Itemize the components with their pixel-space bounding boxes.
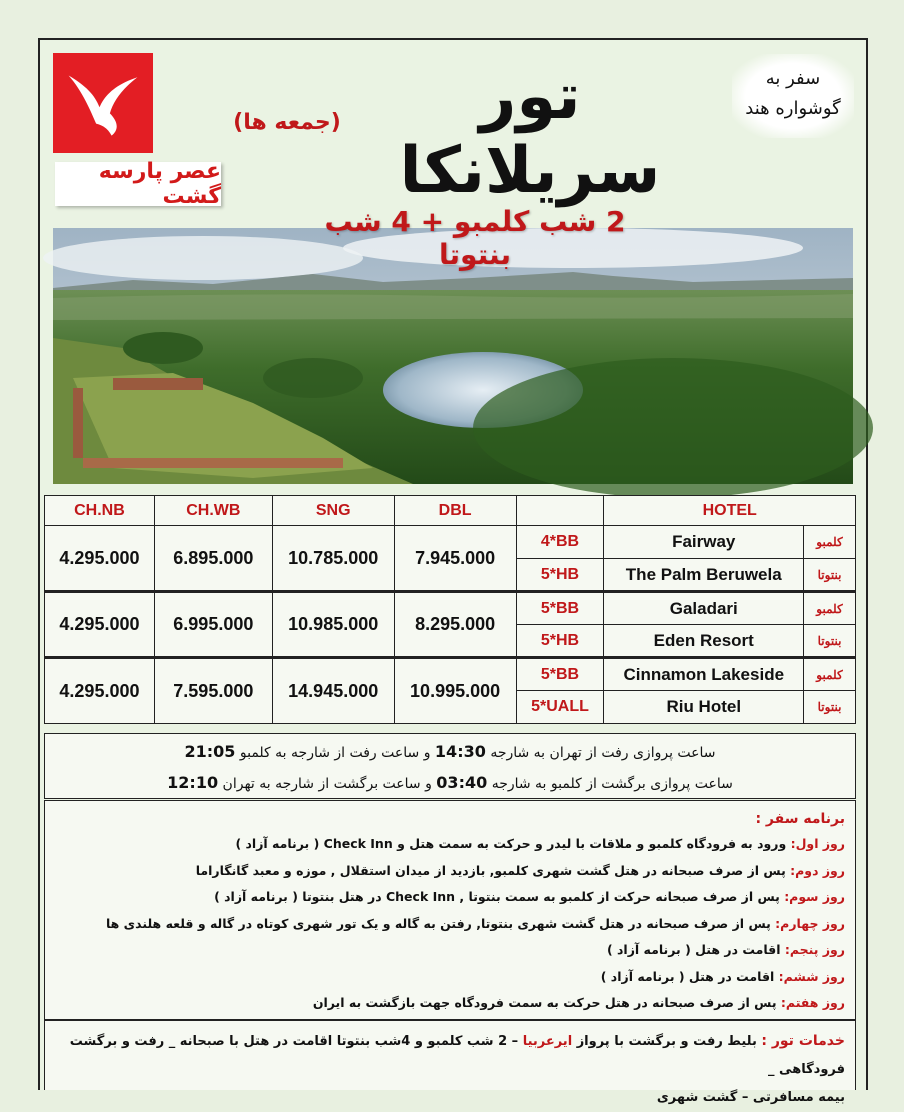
services-text-1: بلیط رفت و برگشت با پرواز <box>576 1034 757 1049</box>
outbound-flight-line <box>45 737 855 768</box>
services-line-1 <box>55 1027 845 1084</box>
board-type: 5*BB <box>516 592 604 625</box>
day-label: روز اول: <box>790 836 845 851</box>
city-name: بنتوتا <box>804 559 856 592</box>
header-sng: SNG <box>272 496 394 526</box>
day-text: ورود به فرودگاه کلمبو و ملاقات با لیدر و حرکت به سمت هتل و Check Inn ( برنامه آزاد ) <box>235 836 787 851</box>
city-name: بنتوتا <box>804 691 856 724</box>
table-row <box>45 658 856 691</box>
airline-name: ایرعربیا <box>522 1034 573 1049</box>
return-time-2: 12:10 <box>167 773 219 792</box>
header-dbl: DBL <box>394 496 516 526</box>
tour-services <box>44 1020 856 1105</box>
itinerary <box>44 800 856 1020</box>
day-text: پس از صرف صبحانه در هتل گشت شهری بنتوتا, رفتن به گاله و یک تور شهری کوتاه در گاله و قلعه هلندی ها <box>105 915 771 931</box>
return-flight-line <box>45 768 855 799</box>
hotel-name: Riu Hotel <box>604 691 804 724</box>
day-label: روز چهارم: <box>775 915 845 931</box>
services-line-2: بیمه مسافرتی – گشت شهری <box>656 1090 845 1105</box>
price-dbl: 10.995.000 <box>394 658 516 724</box>
city-name: کلمبو <box>804 592 856 625</box>
board-type: 4*BB <box>516 526 604 559</box>
nights-summary: 2 شب کلمبو + 4 شب بنتوتا <box>324 205 626 271</box>
table-row <box>45 592 856 625</box>
day-label: روز ششم: <box>778 968 845 984</box>
price-sng: 14.945.000 <box>272 658 394 724</box>
hotel-name: Eden Resort <box>604 625 804 658</box>
day-label: روز دوم: <box>790 862 845 878</box>
corner-badge <box>732 54 854 138</box>
hotel-name: Fairway <box>604 526 804 559</box>
header-board <box>516 496 604 526</box>
day-text: پس از صرف صبحانه در هتل گشت شهری کلمبو, بازدید از میدان استقلال , موزه و معبد گانگاراما <box>195 862 786 878</box>
itinerary-day <box>55 884 845 911</box>
page-title: تور سریلانکا <box>399 60 661 208</box>
board-type: 5*HB <box>516 625 604 658</box>
return-text-2: و ساعت برگشت از شارجه به تهران <box>222 776 432 792</box>
day-text: پس از صرف صبحانه در هتل حرکت به سمت فرودگاه جهت بازگشت به ایران <box>312 995 777 1010</box>
city-name: کلمبو <box>804 658 856 691</box>
price-sng: 10.785.000 <box>272 526 394 592</box>
city-name: بنتوتا <box>804 625 856 658</box>
city-name: کلمبو <box>804 526 856 559</box>
day-label: روز پنجم: <box>784 942 845 957</box>
day-text: اقامت در هتل ( برنامه آزاد ) <box>606 942 781 957</box>
price-dbl: 8.295.000 <box>394 592 516 658</box>
hotel-name: Galadari <box>604 592 804 625</box>
outbound-time-2: 21:05 <box>184 742 236 761</box>
itinerary-day <box>55 964 845 991</box>
price-table <box>44 495 856 724</box>
services-text-2: – 2 شب کلمبو و 4شب بنتوتا اقامت در هتل با صبحانه _ رفت و برگشت فرودگاهی _ <box>69 1034 845 1077</box>
badge-line-1: سفر به <box>765 68 821 89</box>
agency-logo <box>53 53 153 153</box>
services-label: خدمات تور : <box>761 1033 845 1049</box>
table-header-row <box>45 496 856 526</box>
outbound-text-2: و ساعت رفت از شارجه به کلمبو <box>239 745 431 761</box>
return-text-1: ساعت پروازی برگشت از کلمبو به شارجه <box>491 776 733 792</box>
itinerary-day <box>55 937 845 964</box>
price-ch-nb: 4.295.000 <box>45 658 155 724</box>
board-type: 5*UALL <box>516 691 604 724</box>
hotel-name: The Palm Beruwela <box>604 559 804 592</box>
hotel-name: Cinnamon Lakeside <box>604 658 804 691</box>
header-ch-wb: CH.WB <box>154 496 272 526</box>
itinerary-day <box>55 911 845 938</box>
day-text: اقامت در هتل ( برنامه آزاد ) <box>600 968 775 984</box>
bird-logo-icon <box>60 60 146 146</box>
header-ch-nb: CH.NB <box>45 496 155 526</box>
badge-line-2: گوشواره هند <box>745 98 841 119</box>
return-time-1: 03:40 <box>436 773 488 792</box>
itinerary-day <box>55 990 845 1017</box>
price-ch-wb: 7.595.000 <box>154 658 272 724</box>
price-sng: 10.985.000 <box>272 592 394 658</box>
price-ch-nb: 4.295.000 <box>45 592 155 658</box>
price-dbl: 7.945.000 <box>394 526 516 592</box>
board-type: 5*BB <box>516 658 604 691</box>
itinerary-day <box>55 858 845 885</box>
departure-day: (جمعه ها) <box>233 110 341 135</box>
itinerary-day <box>55 831 845 858</box>
outbound-text-1: ساعت پروازی رفت از تهران به شارجه <box>490 745 716 761</box>
day-text: پس از صرف صبحانه حرکت از کلمبو به سمت بنتوتا , Check Inn در هتل بنتوتا ( برنامه آزاد ) <box>214 889 780 904</box>
board-type: 5*HB <box>516 559 604 592</box>
day-label: روز هفتم: <box>780 995 845 1010</box>
flight-times <box>44 733 856 799</box>
header-hotel: HOTEL <box>604 496 856 526</box>
price-ch-nb: 4.295.000 <box>45 526 155 592</box>
outbound-time-1: 14:30 <box>434 742 486 761</box>
itinerary-title: برنامه سفر : <box>755 811 845 827</box>
table-row <box>45 526 856 559</box>
price-ch-wb: 6.995.000 <box>154 592 272 658</box>
day-label: روز سوم: <box>784 889 845 904</box>
price-ch-wb: 6.895.000 <box>154 526 272 592</box>
agency-name: عصر پارسه گشت <box>55 162 221 206</box>
